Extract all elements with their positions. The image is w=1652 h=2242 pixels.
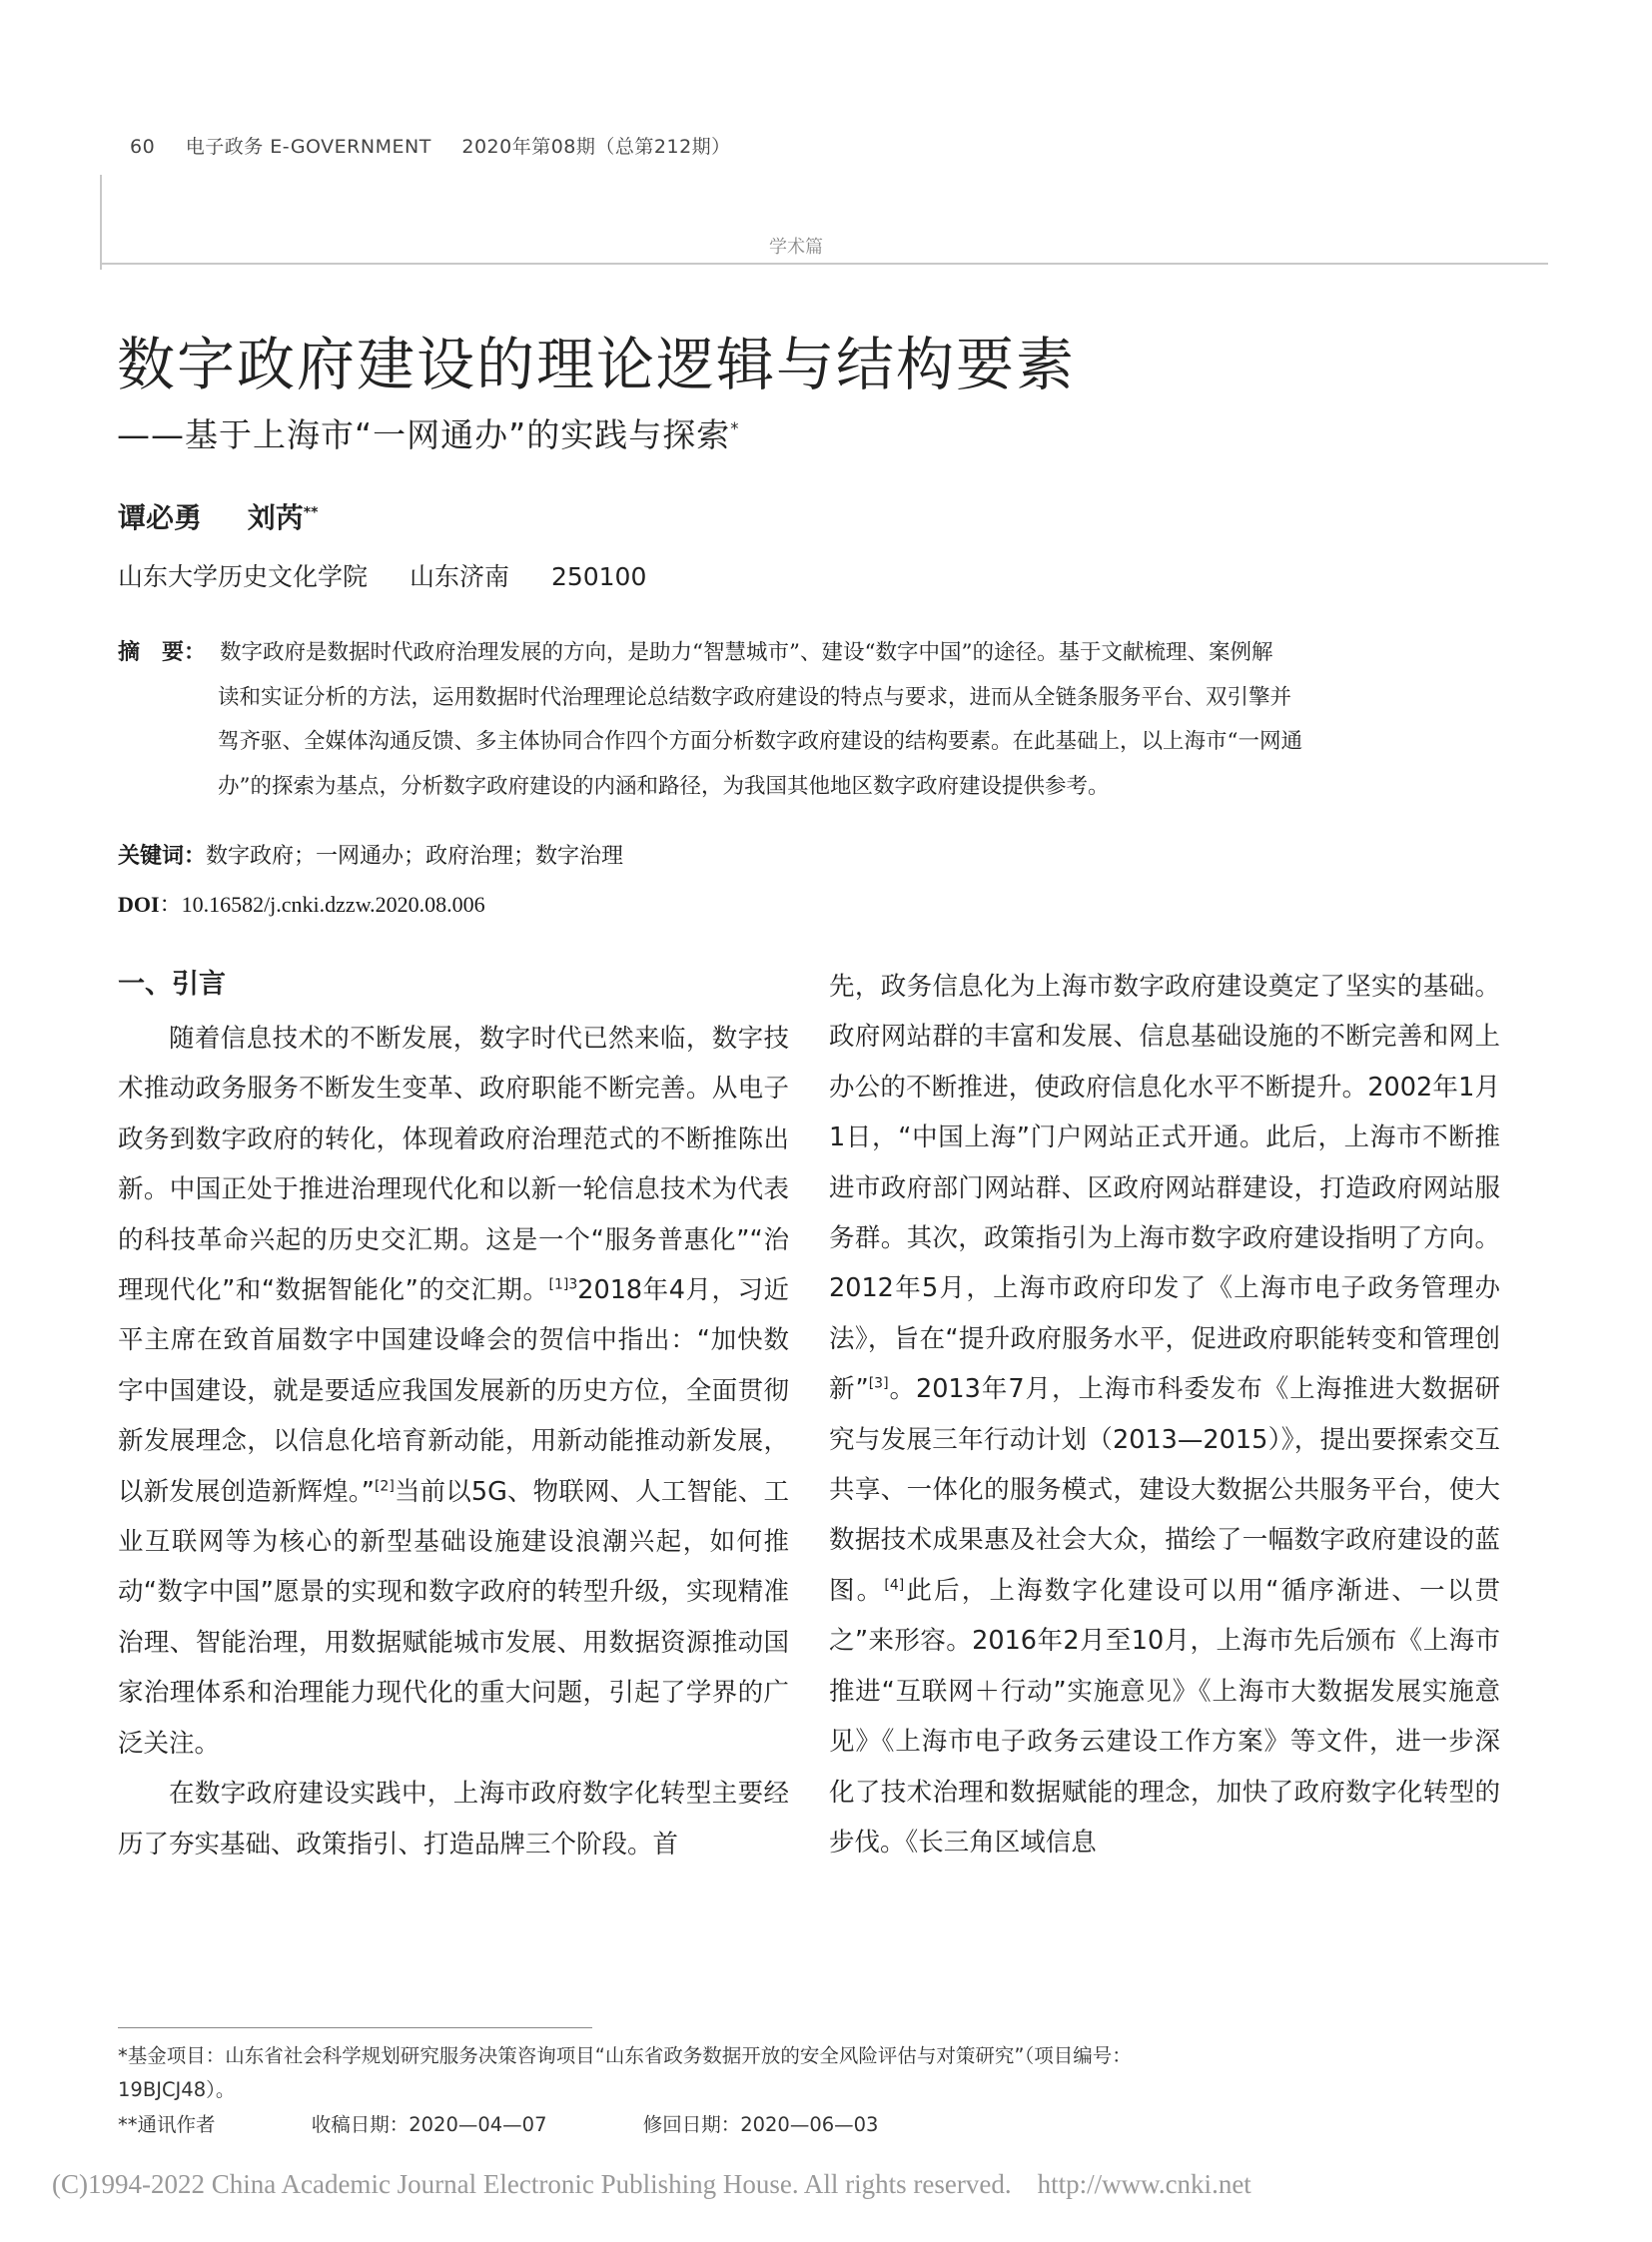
body-paragraph: 在数字政府建设实践中，上海市政府数字化转型主要经历了夯实基础、政策指引、打造品牌三个阶段。首	[118, 1779, 789, 1860]
issue-info: 2020年第08期（总第212期）	[461, 136, 731, 158]
paragraph-text: 。2013年7月，上海市科委发布《上海推进大数据研究与发展三年行动计划（2013—2015）》，提出要探索交互共享、一体化的服务模式，建设大数据公共服务平台，使大数据技术成果惠及社会大众，描绘了一幅数字政府建设的蓝图。	[829, 1374, 1500, 1606]
corresponding-author-note: **通讯作者	[118, 2113, 216, 2136]
paragraph-text: 当前以5G、物联网、人工智能、工业互联网等为核心的新型基础设施建设浪潮兴起，如何推动“数字中国”愿景的实现和数字政府的转型升级，实现精准治理、智能治理，用数据赋能城市发展、用数据资源推动国家治理体系和治理能力现代化的重大问题，引起了学界的广泛关注。	[118, 1476, 789, 1759]
page-number: 60	[130, 136, 156, 158]
abstract-line: 驾齐驱、全媒体沟通反馈、多主体协同合作四个方面分析数字政府建设的结构要素。在此基础上，以上海市“一网通	[218, 729, 1302, 754]
abstract-line: 数字政府是数据时代政府治理发展的方向，是助力“智慧城市”、建设“数字中国”的途径。基于文献梳理、案例解	[220, 640, 1273, 665]
body-paragraph	[829, 962, 1500, 1868]
running-header	[130, 132, 755, 159]
abstract	[118, 631, 1500, 809]
citation-ref[interactable]: [3]	[868, 1375, 889, 1392]
paragraph-text: 先，政务信息化为上海市数字政府建设奠定了坚实的基础。政府网站群的丰富和发展、信息基础设施的不断完善和网上办公的不断推进，使政府信息化水平不断提升。2002年1月1日，“中国上海”门户网站正式开通。此后，上海市不断推进市政府部门网站群、区政府网站群建设，打造政府网站服务群。其次，政策指引为上海市数字政府建设指明了方向。2012年5月，上海市政府印发了《上海市电子政务管理办法》，旨在“提升政府服务水平，促进政府职能转变和管理创新”	[829, 972, 1500, 1405]
revised-date: 修回日期：2020—06—03	[642, 2113, 879, 2136]
abstract-line: 读和实证分析的方法，运用数据时代治理理论总结数字政府建设的特点与要求，进而从全链条服务平台、双引擎并	[218, 684, 1292, 710]
paragraph-text: 随着信息技术的不断发展，数字时代已然来临，数字技术推动政务服务不断发生变革、政府职能不断完善。从电子政务到数字政府的转化，体现着政府治理范式的不断推陈出新。中国正处于推进治理现代化和以新一轮信息技术为代表的科技革命兴起的历史交汇期。这是一个“服务普惠化”“治理现代化”和“数据智能化”的交汇期。	[118, 1024, 789, 1306]
author-footnote-mark: **	[303, 504, 319, 521]
subtitle-footnote-mark: *	[730, 419, 740, 438]
body-column-left	[118, 1014, 789, 1869]
article-subtitle	[117, 409, 739, 456]
cnki-link[interactable]: http://www.cnki.net	[1037, 2169, 1251, 2199]
body-paragraph	[118, 1014, 789, 1769]
doi-label: DOI	[118, 892, 160, 917]
footnote-divider	[118, 2027, 592, 2028]
subtitle-text: ——基于上海市“一网通办”的实践与探索	[117, 415, 731, 454]
header-divider	[100, 263, 1548, 265]
section-label: 学术篇	[769, 237, 823, 258]
doi	[118, 888, 485, 919]
institution: 山东大学历史文化学院	[118, 562, 369, 591]
postcode: 250100	[550, 562, 647, 591]
keywords-label: 关键词：	[118, 844, 207, 869]
paragraph-text: 此后，上海数字化建设可以用“循序渐进、一以贯之”来形容。2016年2月至10月，上海市先后颁布《上海市推进“互联网＋行动”实施意见》《上海市大数据发展实施意见》《上海市电子政务云建设工作方案》等文件，进一步深化了技术治理和数据赋能的理念，加快了政府数字化转型的步伐。《长三角区域信息	[829, 1575, 1500, 1858]
doi-link[interactable]: ：10.16582/j.cnki.dzzw.2020.08.006	[159, 892, 485, 917]
keywords	[118, 839, 623, 870]
abstract-label: 摘 要：	[118, 640, 207, 665]
city: 山东济南	[409, 562, 509, 591]
section-heading: 一、引言	[118, 969, 226, 1000]
paragraph-text: 2018年4月，习近平主席在致首届数字中国建设峰会的贺信中指出：“加快数字中国建设，就是要适应我国发展新的历史方位，全面贯彻新发展理念，以信息化培育新动能，用新动能推动新发展，以新发展创造新辉煌。”	[118, 1275, 789, 1507]
body-column-right	[829, 962, 1500, 1868]
copyright-text: (C)1994-2022 China Academic Journal Electronic Publishing House. All rights reserved.	[52, 2169, 1012, 2199]
abstract-line: 办”的探索为基点，分析数字政府建设的内涵和路径，为我国其他地区数字政府建设提供参考。	[218, 773, 1110, 799]
journal-name: 电子政务 E-GOVERNMENT	[185, 136, 431, 158]
author-name: 谭必勇	[118, 501, 203, 534]
footnote-dates	[118, 2109, 878, 2137]
citation-ref[interactable]: [1]3	[548, 1276, 578, 1293]
author-name: 刘芮	[247, 501, 304, 534]
keywords-value: 数字政府；一网通办；政府治理；数字治理	[206, 844, 624, 869]
citation-ref[interactable]: [4]	[884, 1577, 905, 1594]
fund-footnote-cont: 19BJCJ48）。	[118, 2078, 236, 2101]
citation-ref[interactable]: [2]	[374, 1478, 395, 1495]
affiliation	[118, 557, 680, 593]
fund-footnote: *基金项目：山东省社会科学规划研究服务决策咨询项目“山东省政务数据开放的安全风险评估与对策研究”（项目编号：	[118, 2044, 1132, 2067]
copyright-notice	[52, 2169, 1251, 2200]
received-date: 收稿日期：2020—04—07	[311, 2113, 547, 2136]
author-list	[118, 496, 318, 536]
vertical-rule	[100, 175, 102, 270]
article-title: 数字政府建设的理论逻辑与结构要素	[117, 331, 1077, 398]
